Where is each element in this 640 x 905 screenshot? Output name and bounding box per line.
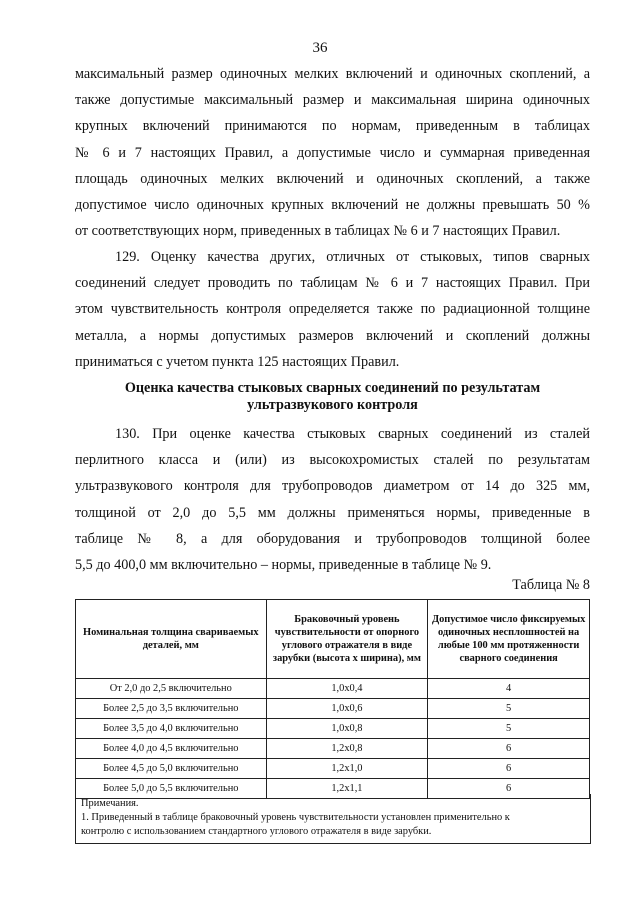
paragraph-continuation — [75, 61, 590, 244]
column-header: Допустимое число фиксируемых одиночных несплошностей на любые 100 мм протяженности сварного соединения — [428, 600, 590, 679]
text-line: таблице № 8, а для оборудования и трубопроводов толщиной более — [75, 530, 590, 547]
text-line: перлитного класса и (или) из высокохромистых сталей по результатам — [75, 452, 590, 469]
paragraph-130 — [75, 421, 590, 578]
column-header: Номинальная толщина свариваемых деталей, мм — [76, 600, 267, 679]
table-row — [76, 719, 590, 739]
table-cell: Более 4,5 до 5,0 включительно — [76, 759, 267, 779]
table-notes — [75, 794, 591, 844]
table-caption: Таблица № 8 — [512, 577, 590, 593]
text-line: приниматься с учетом пункта 125 настоящих Правил. — [75, 353, 400, 370]
text-line: максимальный размер одиночных мелких включений и одиночных скоплений, а — [75, 66, 590, 82]
text-line: металла, а нормы допустимых размеров включений и скоплений должны — [75, 327, 590, 344]
table-cell: 6 — [428, 759, 590, 779]
table-cell: 1,0x0,6 — [266, 699, 428, 719]
table-header-row — [76, 600, 590, 679]
notes-line: 1. Приведенный в таблице браковочный уровень чувствительности установлен применительно к — [81, 812, 510, 823]
table-cell: 5 — [428, 719, 590, 739]
text-line: от соответствующих норм, приведенных в таблицах № 6 и 7 настоящих Правил. — [75, 223, 561, 240]
column-header: Браковочный уровень чувствительности от опорного углового отражателя в виде зарубки (высота х ширина), мм — [266, 600, 428, 679]
text-line: допустимое число одиночных крупных включений не должны превышать 50 % — [75, 197, 590, 214]
table-cell: 4 — [428, 679, 590, 699]
table-cell: 5 — [428, 699, 590, 719]
text-line: этом чувствительность контроля определяется также по радиационной толщине — [75, 301, 590, 318]
table-row — [76, 699, 590, 719]
table-8 — [75, 599, 590, 799]
table-cell: 1,2x1,0 — [266, 759, 428, 779]
table-cell: Более 3,5 до 4,0 включительно — [76, 719, 267, 739]
paragraph-129 — [75, 244, 590, 375]
table-cell: 6 — [428, 779, 590, 799]
table-cell: 1,0x0,8 — [266, 719, 428, 739]
page-number: 36 — [312, 40, 328, 56]
text-line: площадь одиночных мелких включений и одиночных скоплений, а также — [75, 170, 590, 187]
table-cell: Более 5,0 до 5,5 включительно — [76, 779, 267, 799]
text-line: крупных включений принимаются по нормам, приведенным в таблицах — [75, 118, 590, 135]
table-cell: 6 — [428, 739, 590, 759]
heading-line: Оценка качества стыковых сварных соединений по результатам — [124, 380, 541, 396]
text-line: толщиной от 2,0 до 5,5 мм должны применяться нормы, приведенные в — [75, 504, 590, 521]
text-line: соединений следует проводить по таблицам № 6 и 7 настоящих Правил. При — [75, 275, 590, 292]
table-row — [76, 759, 590, 779]
table-cell: 1,0x0,4 — [266, 679, 428, 699]
table-cell: 1,2x1,1 — [266, 779, 428, 799]
heading-line: ультразвукового контроля — [247, 397, 418, 413]
section-heading — [75, 380, 590, 414]
text-line: ультразвукового контроля для трубопроводов диаметром от 14 до 325 мм, — [75, 478, 590, 495]
notes-title: Примечания. — [81, 798, 139, 809]
text-line: 130. При оценке качества стыковых сварных соединений из сталей — [115, 426, 590, 442]
table-cell: От 2,0 до 2,5 включительно — [76, 679, 267, 699]
table-row — [76, 679, 590, 699]
table-cell: Более 4,0 до 4,5 включительно — [76, 739, 267, 759]
table-cell: Более 2,5 до 3,5 включительно — [76, 699, 267, 719]
text-line: № 6 и 7 настоящих Правил, а допустимые число и суммарная приведенная — [75, 144, 590, 161]
table-row — [76, 739, 590, 759]
text-line: 5,5 до 400,0 мм включительно – нормы, приведенные в таблице № 9. — [75, 557, 492, 574]
table-cell: 1,2x0,8 — [266, 739, 428, 759]
notes-line: контролю с использованием стандартного углового отражателя в виде зарубки. — [81, 826, 432, 837]
text-line: 129. Оценку качества других, отличных от стыковых, типов сварных — [115, 249, 590, 265]
text-line: также допустимые максимальный размер и максимальная ширина одиночных — [75, 92, 590, 109]
